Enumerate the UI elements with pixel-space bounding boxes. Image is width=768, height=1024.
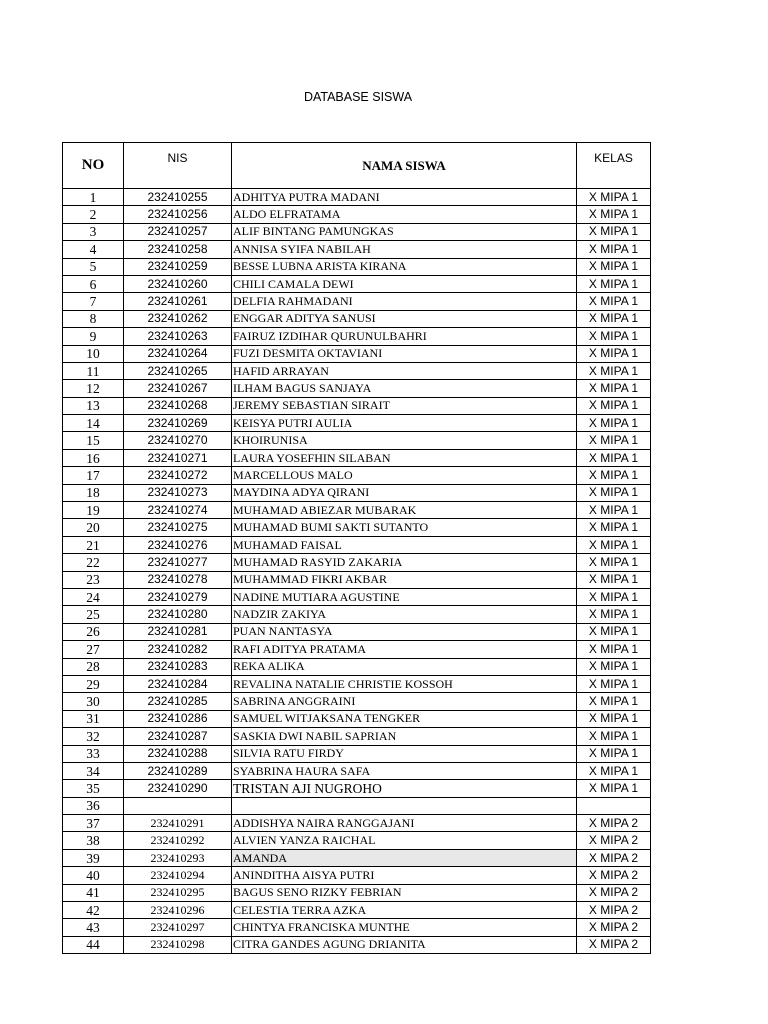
table-row (63, 710, 651, 727)
table-row (63, 415, 651, 432)
row-kelas-cell[interactable]: X MIPA 2 (577, 919, 651, 936)
row-number-cell[interactable]: 28 (63, 658, 124, 675)
row-nis-cell[interactable]: 232410269 (124, 415, 232, 432)
row-nis-cell[interactable] (124, 797, 232, 814)
row-kelas-cell[interactable] (577, 797, 651, 814)
row-nis-cell[interactable]: 232410255 (124, 189, 232, 206)
table-row (63, 449, 651, 466)
table-row (63, 484, 651, 501)
row-kelas-cell[interactable]: X MIPA 1 (577, 675, 651, 692)
row-nama-cell[interactable]: ALDO ELFRATAMA (232, 206, 577, 223)
row-nis-cell[interactable]: 232410278 (124, 571, 232, 588)
row-number-cell[interactable]: 17 (63, 467, 124, 484)
row-kelas-cell[interactable]: X MIPA 1 (577, 519, 651, 536)
row-number-cell[interactable]: 29 (63, 675, 124, 692)
table-row (63, 293, 651, 310)
row-nama-cell[interactable]: FAIRUZ IZDIHAR QURUNULBAHRI (232, 328, 577, 345)
row-nis-cell[interactable]: 232410273 (124, 484, 232, 501)
table-row (63, 884, 651, 901)
row-number-cell[interactable]: 11 (63, 362, 124, 379)
row-nama-cell[interactable]: ALIF BINTANG PAMUNGKAS (232, 223, 577, 240)
row-nis-cell[interactable]: 232410274 (124, 502, 232, 519)
row-number-cell[interactable]: 19 (63, 502, 124, 519)
row-kelas-cell[interactable]: X MIPA 2 (577, 832, 651, 849)
row-kelas-cell[interactable]: X MIPA 1 (577, 223, 651, 240)
row-number-cell[interactable]: 42 (63, 902, 124, 919)
row-nis-cell[interactable]: 232410286 (124, 710, 232, 727)
row-nama-cell[interactable]: MUHAMAD RASYID ZAKARIA (232, 554, 577, 571)
row-nis-cell[interactable]: 232410268 (124, 397, 232, 414)
row-nis-cell[interactable]: 232410287 (124, 728, 232, 745)
row-kelas-cell[interactable]: X MIPA 1 (577, 345, 651, 362)
table-row (63, 832, 651, 849)
row-nama-cell[interactable]: ALVIEN YANZA RAICHAL (232, 832, 577, 849)
row-kelas-cell[interactable]: X MIPA 1 (577, 275, 651, 292)
row-nis-cell[interactable]: 232410288 (124, 745, 232, 762)
row-nama-cell[interactable]: KEISYA PUTRI AULIA (232, 415, 577, 432)
row-nis-cell[interactable]: 232410282 (124, 641, 232, 658)
row-kelas-cell[interactable]: X MIPA 1 (577, 415, 651, 432)
row-nama-cell[interactable]: MUHAMAD ABIEZAR MUBARAK (232, 502, 577, 519)
row-nis-cell[interactable]: 232410297 (124, 919, 232, 936)
table-body (63, 189, 651, 954)
row-nama-cell[interactable]: ADDISHYA NAIRA RANGGAJANI (232, 815, 577, 832)
row-nama-cell[interactable]: BAGUS SENO RIZKY FEBRIAN (232, 884, 577, 901)
row-nama-cell[interactable]: SYABRINA HAURA SAFA (232, 762, 577, 779)
row-kelas-cell[interactable]: X MIPA 1 (577, 362, 651, 379)
table-row (63, 902, 651, 919)
row-kelas-cell[interactable]: X MIPA 1 (577, 762, 651, 779)
row-nama-cell[interactable]: NADINE MUTIARA AGUSTINE (232, 588, 577, 605)
row-nis-cell[interactable]: 232410276 (124, 536, 232, 553)
row-number-cell[interactable]: 21 (63, 536, 124, 553)
row-kelas-cell[interactable]: X MIPA 1 (577, 623, 651, 640)
table-row (63, 745, 651, 762)
row-kelas-cell[interactable]: X MIPA 1 (577, 554, 651, 571)
table-row (63, 345, 651, 362)
row-nama-cell[interactable]: ANNISA SYIFA NABILAH (232, 241, 577, 258)
row-number-cell[interactable]: 32 (63, 728, 124, 745)
row-number-cell[interactable]: 24 (63, 588, 124, 605)
row-nama-cell[interactable]: MARCELLOUS MALO (232, 467, 577, 484)
table-row (63, 397, 651, 414)
row-nis-cell[interactable]: 232410261 (124, 293, 232, 310)
row-nama-cell[interactable]: RAFI ADITYA PRATAMA (232, 641, 577, 658)
row-number-cell[interactable]: 38 (63, 832, 124, 849)
row-nama-cell[interactable]: SASKIA DWI NABIL SAPRIAN (232, 728, 577, 745)
table-row (63, 728, 651, 745)
row-nis-cell[interactable]: 232410260 (124, 275, 232, 292)
row-nama-cell[interactable]: REKA ALIKA (232, 658, 577, 675)
row-kelas-cell[interactable]: X MIPA 2 (577, 936, 651, 953)
table-row (63, 519, 651, 536)
row-nis-cell[interactable]: 232410284 (124, 675, 232, 692)
row-number-cell[interactable]: 14 (63, 415, 124, 432)
table-row (63, 606, 651, 623)
row-kelas-cell[interactable]: X MIPA 1 (577, 780, 651, 797)
row-nis-cell[interactable]: 232410279 (124, 588, 232, 605)
table-row (63, 780, 651, 797)
row-nis-cell[interactable]: 232410289 (124, 762, 232, 779)
row-kelas-cell[interactable]: X MIPA 1 (577, 397, 651, 414)
row-number-cell[interactable]: 33 (63, 745, 124, 762)
row-number-cell[interactable]: 30 (63, 693, 124, 710)
row-nis-cell[interactable]: 232410275 (124, 519, 232, 536)
row-kelas-cell[interactable]: X MIPA 1 (577, 449, 651, 466)
row-nis-cell[interactable]: 232410290 (124, 780, 232, 797)
row-kelas-cell[interactable]: X MIPA 1 (577, 206, 651, 223)
row-number-cell[interactable]: 18 (63, 484, 124, 501)
table-row (63, 815, 651, 832)
row-number-cell[interactable]: 15 (63, 432, 124, 449)
row-number-cell[interactable]: 26 (63, 623, 124, 640)
table-row (63, 849, 651, 866)
row-nis-cell[interactable]: 232410258 (124, 241, 232, 258)
row-kelas-cell[interactable]: X MIPA 1 (577, 293, 651, 310)
table-row (63, 797, 651, 814)
row-number-cell[interactable]: 25 (63, 606, 124, 623)
row-nis-cell[interactable]: 232410263 (124, 328, 232, 345)
row-kelas-cell[interactable]: X MIPA 1 (577, 258, 651, 275)
table-row (63, 571, 651, 588)
document-title: DATABASE SISWA (303, 90, 413, 104)
row-nama-cell[interactable]: PUAN NANTASYA (232, 623, 577, 640)
row-nis-cell[interactable]: 232410292 (124, 832, 232, 849)
row-number-cell[interactable]: 20 (63, 519, 124, 536)
row-number-cell[interactable]: 2 (63, 206, 124, 223)
row-nama-cell[interactable]: MUHAMAD BUMI SAKTI SUTANTO (232, 519, 577, 536)
table-row (63, 623, 651, 640)
row-nis-cell[interactable]: 232410262 (124, 310, 232, 327)
row-kelas-cell[interactable]: X MIPA 1 (577, 310, 651, 327)
row-nis-cell[interactable]: 232410294 (124, 867, 232, 884)
row-number-cell[interactable]: 34 (63, 762, 124, 779)
row-kelas-cell[interactable]: X MIPA 1 (577, 641, 651, 658)
row-nama-cell[interactable]: TRISTAN AJI NUGROHO (232, 780, 577, 797)
table-row (63, 588, 651, 605)
row-nama-cell[interactable]: ANINDITHA AISYA PUTRI (232, 867, 577, 884)
row-kelas-cell[interactable]: X MIPA 1 (577, 241, 651, 258)
row-nis-cell[interactable]: 232410264 (124, 345, 232, 362)
row-kelas-cell[interactable]: X MIPA 1 (577, 328, 651, 345)
header-nis: NIS (124, 143, 232, 189)
row-number-cell[interactable]: 36 (63, 797, 124, 814)
header-kelas: KELAS (577, 143, 651, 189)
table-row (63, 206, 651, 223)
row-kelas-cell[interactable]: X MIPA 2 (577, 884, 651, 901)
row-kelas-cell[interactable]: X MIPA 1 (577, 571, 651, 588)
row-nama-cell[interactable]: SAMUEL WITJAKSANA TENGKER (232, 710, 577, 727)
row-kelas-cell[interactable]: X MIPA 2 (577, 815, 651, 832)
row-nis-cell[interactable]: 232410277 (124, 554, 232, 571)
row-kelas-cell[interactable]: X MIPA 1 (577, 606, 651, 623)
row-nama-cell[interactable]: FUZI DESMITA OKTAVIANI (232, 345, 577, 362)
table-row (63, 258, 651, 275)
row-kelas-cell[interactable]: X MIPA 2 (577, 902, 651, 919)
row-nis-cell[interactable]: 232410271 (124, 449, 232, 466)
row-kelas-cell[interactable]: X MIPA 1 (577, 588, 651, 605)
row-number-cell[interactable]: 8 (63, 310, 124, 327)
row-number-cell[interactable]: 5 (63, 258, 124, 275)
table-row (63, 380, 651, 397)
row-number-cell[interactable]: 4 (63, 241, 124, 258)
row-kelas-cell[interactable]: X MIPA 1 (577, 536, 651, 553)
row-nis-cell[interactable]: 232410296 (124, 902, 232, 919)
row-kelas-cell[interactable]: X MIPA 1 (577, 484, 651, 501)
row-kelas-cell[interactable]: X MIPA 1 (577, 710, 651, 727)
student-table (62, 142, 651, 954)
row-number-cell[interactable]: 3 (63, 223, 124, 240)
row-nama-cell[interactable]: NADZIR ZAKIYA (232, 606, 577, 623)
row-nama-cell[interactable] (232, 797, 577, 814)
row-kelas-cell[interactable]: X MIPA 1 (577, 728, 651, 745)
row-number-cell[interactable]: 44 (63, 936, 124, 953)
table-row (63, 554, 651, 571)
row-kelas-cell[interactable]: X MIPA 1 (577, 432, 651, 449)
row-nama-cell[interactable]: BESSE LUBNA ARISTA KIRANA (232, 258, 577, 275)
row-number-cell[interactable]: 1 (63, 189, 124, 206)
row-nama-cell[interactable]: LAURA YOSEFHIN SILABAN (232, 449, 577, 466)
row-number-cell[interactable]: 16 (63, 449, 124, 466)
row-nama-cell[interactable]: JEREMY SEBASTIAN SIRAIT (232, 397, 577, 414)
row-nis-cell[interactable]: 232410267 (124, 380, 232, 397)
row-nama-cell[interactable]: ADHITYA PUTRA MADANI (232, 189, 577, 206)
header-nama-siswa: NAMA SISWA (232, 143, 577, 189)
row-kelas-cell[interactable]: X MIPA 1 (577, 693, 651, 710)
table-row (63, 310, 651, 327)
row-number-cell[interactable]: 31 (63, 710, 124, 727)
table-row (63, 432, 651, 449)
row-nis-cell[interactable]: 232410272 (124, 467, 232, 484)
row-nis-cell[interactable]: 232410291 (124, 815, 232, 832)
row-nama-cell[interactable]: MUHAMMAD FIKRI AKBAR (232, 571, 577, 588)
row-number-cell[interactable]: 41 (63, 884, 124, 901)
table-row (63, 275, 651, 292)
row-kelas-cell[interactable]: X MIPA 1 (577, 467, 651, 484)
row-number-cell[interactable]: 40 (63, 867, 124, 884)
row-nama-cell[interactable]: KHOIRUNISA (232, 432, 577, 449)
row-kelas-cell[interactable]: X MIPA 1 (577, 189, 651, 206)
row-kelas-cell[interactable]: X MIPA 2 (577, 849, 651, 866)
row-nama-cell[interactable]: CHINTYA FRANCISKA MUNTHE (232, 919, 577, 936)
row-nis-cell[interactable]: 232410298 (124, 936, 232, 953)
row-kelas-cell[interactable]: X MIPA 1 (577, 658, 651, 675)
row-number-cell[interactable]: 12 (63, 380, 124, 397)
table-row (63, 328, 651, 345)
row-number-cell[interactable]: 9 (63, 328, 124, 345)
table-row (63, 919, 651, 936)
row-number-cell[interactable]: 39 (63, 849, 124, 866)
row-number-cell[interactable]: 22 (63, 554, 124, 571)
table-row (63, 867, 651, 884)
row-number-cell[interactable]: 6 (63, 275, 124, 292)
row-nama-cell[interactable]: SABRINA ANGGRAINI (232, 693, 577, 710)
table-row (63, 641, 651, 658)
row-nis-cell[interactable]: 232410256 (124, 206, 232, 223)
row-nis-cell[interactable]: 232410283 (124, 658, 232, 675)
table-row (63, 241, 651, 258)
row-nama-cell[interactable]: ENGGAR ADITYA SANUSI (232, 310, 577, 327)
table-row (63, 362, 651, 379)
row-number-cell[interactable]: 43 (63, 919, 124, 936)
row-nama-cell[interactable]: AMANDA (232, 849, 577, 866)
table-header-row (63, 143, 651, 189)
row-nama-cell[interactable]: HAFID ARRAYAN (232, 362, 577, 379)
row-nis-cell[interactable]: 232410281 (124, 623, 232, 640)
row-nama-cell[interactable]: CHILI CAMALA DEWI (232, 275, 577, 292)
row-nis-cell[interactable]: 232410265 (124, 362, 232, 379)
row-nis-cell[interactable]: 232410295 (124, 884, 232, 901)
table-row (63, 762, 651, 779)
row-kelas-cell[interactable]: X MIPA 1 (577, 502, 651, 519)
row-nis-cell[interactable]: 232410280 (124, 606, 232, 623)
table-row (63, 658, 651, 675)
row-kelas-cell[interactable]: X MIPA 1 (577, 380, 651, 397)
row-nis-cell[interactable]: 232410285 (124, 693, 232, 710)
row-kelas-cell[interactable]: X MIPA 2 (577, 867, 651, 884)
table-row (63, 675, 651, 692)
row-number-cell[interactable]: 10 (63, 345, 124, 362)
table-row (63, 189, 651, 206)
table-row (63, 536, 651, 553)
row-number-cell[interactable]: 27 (63, 641, 124, 658)
row-number-cell[interactable]: 37 (63, 815, 124, 832)
row-nis-cell[interactable]: 232410257 (124, 223, 232, 240)
row-nis-cell[interactable]: 232410259 (124, 258, 232, 275)
table-row (63, 467, 651, 484)
row-nama-cell[interactable]: MAYDINA ADYA QIRANI (232, 484, 577, 501)
row-nis-cell[interactable]: 232410270 (124, 432, 232, 449)
row-nama-cell[interactable]: SILVIA RATU FIRDY (232, 745, 577, 762)
row-number-cell[interactable]: 7 (63, 293, 124, 310)
row-nama-cell[interactable]: REVALINA NATALIE CHRISTIE KOSSOH (232, 675, 577, 692)
row-nama-cell[interactable]: CITRA GANDES AGUNG DRIANITA (232, 936, 577, 953)
row-nis-cell[interactable]: 232410293 (124, 849, 232, 866)
row-nama-cell[interactable]: MUHAMAD FAISAL (232, 536, 577, 553)
row-nama-cell[interactable]: ILHAM BAGUS SANJAYA (232, 380, 577, 397)
row-number-cell[interactable]: 35 (63, 780, 124, 797)
row-number-cell[interactable]: 13 (63, 397, 124, 414)
table-row (63, 936, 651, 953)
row-nama-cell[interactable]: CELESTIA TERRA AZKA (232, 902, 577, 919)
row-number-cell[interactable]: 23 (63, 571, 124, 588)
row-nama-cell[interactable]: DELFIA RAHMADANI (232, 293, 577, 310)
table-row (63, 693, 651, 710)
row-kelas-cell[interactable]: X MIPA 1 (577, 745, 651, 762)
table-row (63, 502, 651, 519)
table-row (63, 223, 651, 240)
header-no: NO (63, 143, 124, 189)
